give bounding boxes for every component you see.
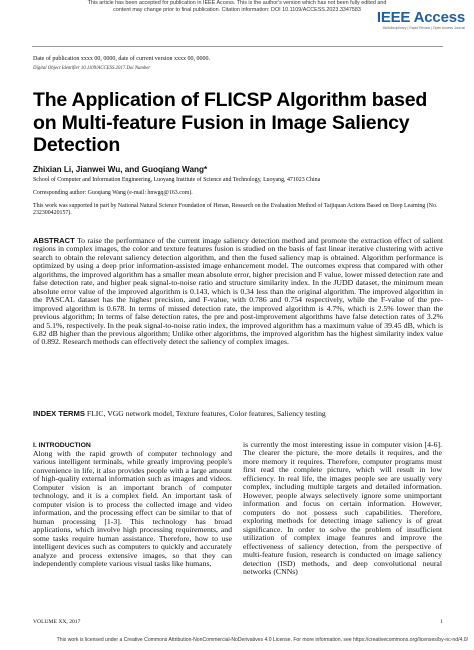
body-column-right xyxy=(243,441,442,577)
license-notice: This work is licensed under a Creative Commons Attribution-NonCommercial-NoDerivatives 4.0 License. For more information, see https://creativecommons.org/licenses/by-nc-nd/4.0/ xyxy=(56,637,468,643)
page-number: 1 xyxy=(440,619,443,625)
paper-title: The Application of FLICSP Algorithm based on Multi-feature Fusion in Image Saliency Detection xyxy=(33,89,428,156)
journal-tagline: Multidisciplinary | Rapid Review | Open Access Journal xyxy=(382,26,465,30)
funding-note: This work was supported in part by National Natural Science Foundation of Henan, Research on the Evaluation Method of Taijiquan Actions Based on Deep Learning (No. 232300420157). xyxy=(33,203,438,217)
abstract-text: To raise the performance of the current image saliency detection method and promote the extraction effect of salient regions in complex images, the color and texture features fusion is studied on the basis of fast linear iterative clustering with active search to obtain the relevant saliency detection algorithm, and then the fused saliency map is obtained. Algorithm performance is optimized by using a deep prior information-assisted image enhancement model. The outcomes express that compared with other algorithms, the improved algorithm has a smaller mean absolute error, higher precision and F value, lower missed detection rate and false detection rate, and higher peak signal-to-noise ratio and structure similarity index. In the JUDD dataset, the minimum mean absolute error value of the improved algorithm is 0.143, which is 0.34 less than the original algorithm. The improved algorithm in the PASCAL dataset has the highest precision, and F-value, with 0.786 and 0.754 respectively, while the F-value of the pre-improved algorithm is 0.678. In terms of missed detection rate, the improved algorithm is 4.7%, which is 2.5% lower than the previous algorithm; In terms of false detection rates, the pre and post-improvement algorithms have false detection rates of 3.2% and 5.1%, respectively. In the peak signal-to-noise ratio index, the improved algorithm has a maximum value of 39.45 dB, which is 6.82 dB higher than the previous algorithm; Unlike other algorithms, the improved algorithm has the highest similarity index value of 0.892. Research methods can effectively detect the saliency of complex images. xyxy=(33,236,443,347)
body-column-left xyxy=(33,441,232,569)
section-heading: I. INTRODUCTION xyxy=(33,442,91,449)
index-terms-text: FLIC, VGG network model, Texture features, Color features, Saliency testing xyxy=(86,409,326,418)
doi-line: Digital Object Identifier 10.1109/ACCESS.2017.Doi Number xyxy=(33,66,151,71)
index-terms-label: INDEX TERMS xyxy=(33,409,85,418)
corresponding-author: Corresponding author: Guoqiang Wang (e-mail: hnwgq@163.com). xyxy=(33,190,193,196)
volume-label: VOLUME XX, 2017 xyxy=(33,619,81,625)
publication-dates: Date of publication xxxx 00, 0000, date of current version xxxx 00, 0000. xyxy=(33,56,210,62)
publication-notice-line-2: content may change prior to final publication. Citation information: DOI 10.1109/ACCESS.2023.3347583 xyxy=(113,7,361,13)
publication-notice-line-1: This article has been accepted for publication in IEEE Access. This is the author's version which has not been fully edited and xyxy=(87,0,387,6)
abstract-label: ABSTRACT xyxy=(33,236,75,245)
affiliation: School of Computer and Information Engineering, Luoyang Institute of Science and Technology, Luoyang, 471023 China xyxy=(33,177,321,183)
index-terms xyxy=(33,409,443,418)
intro-paragraph-left: Along with the rapid growth of computer technology and various intelligent terminals, while greatly improving people's convenience in life, it also provides people with a large amount of high-quality external information such as images and videos. Computer vision is an important branch of computer technology, and it is a complex field. An important task of computer vision is to process the collected image and video information, and the processing effect can be similar to that of human processing [1-3]. This technology has broad applications, which involve high processing requirements, and some tasks require human assistance. Therefore, how to use intelligent devices such as computers to quickly and accurately analyze and process extensive images, so that they can independently complete various visual tasks like humans, xyxy=(33,449,232,569)
ieee-access-logo xyxy=(377,10,465,31)
page-footer xyxy=(33,619,443,625)
intro-paragraph-right: is currently the most interesting issue in computer vision [4-6]. The clearer the picture, the more details it requires, and the more memory it requires. Therefore, computer programs must first read the complete picture, which will result in low efficiency. In real life, the images people see are usually very complex, including multiple targets and detailed information. However, people always selectively ignore some unimportant information and focus on certain information. However, computers do not possess such capabilities. Therefore, exploring methods for detecting image saliency is of great significance. In order to solve the problem of insufficient utilization of complex image features and improve the effectiveness of saliency detection, from the perspective of multi-feature fusion, research is conducted on image saliency detection (ISD) methods, and deep convolutional neural networks (CNNs) xyxy=(243,440,442,577)
author-list: Zhixian Li, Jianwei Wu, and Guoqiang Wang* xyxy=(33,165,208,174)
header-divider xyxy=(32,46,443,47)
journal-name: IEEE Access xyxy=(376,9,465,26)
abstract xyxy=(33,237,443,347)
